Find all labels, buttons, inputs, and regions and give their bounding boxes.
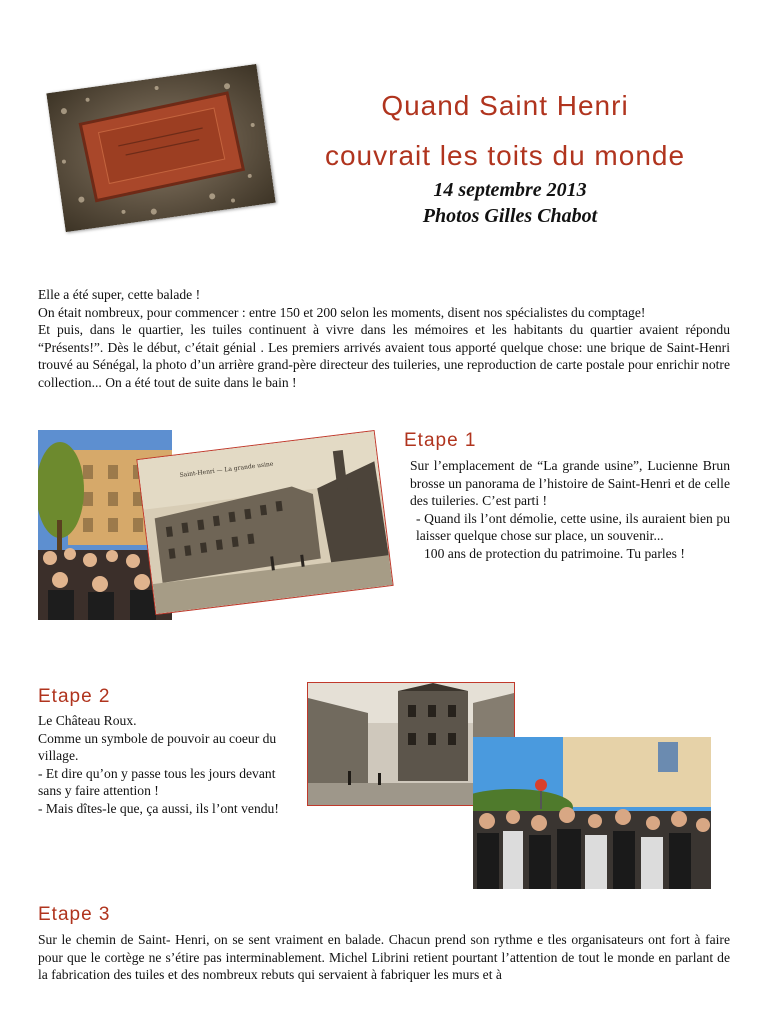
intro-paragraph: Et puis, dans le quartier, les tuiles continuent à vivre dans les mémoires et les habitants du quartier avaient répondu “Présents!”. Dès le début, c’était génial . Les premiers arrivés avaient tous apporté quelque chose: une brique de Saint-Henri trouvé au Sénégal, la photo d’un arrière grand-père directeur des tuileries, une reproduction de carte postale pour enrichir notre collection... On a été tout de suite dans le bain ! xyxy=(38,322,730,390)
etape2-heading: Etape 2 xyxy=(38,686,111,707)
postcard-caption: Saint-Henri — La grande usine xyxy=(179,460,274,480)
page-title-line2: couvrait les toits du monde xyxy=(324,140,686,171)
etape1-text xyxy=(410,457,730,563)
intro-text xyxy=(38,286,730,392)
etape2-line: Le Château Roux. xyxy=(38,713,137,728)
etape2-line: Comme un symbole de pouvoir au coeur du village. xyxy=(38,730,277,764)
intro-paragraph: Elle a été super, cette balade ! xyxy=(38,287,201,302)
etape1-line: - Quand ils l’ont démolie, cette usine, ils auraient bien pu laisser quelque chose sur place, un souvenir... xyxy=(416,510,730,544)
brick-photo xyxy=(46,64,275,232)
page-title-line1: Quand Saint Henri xyxy=(381,90,629,121)
etape3-heading: Etape 3 xyxy=(38,904,111,925)
etape1-line: Sur l’emplacement de “La grande usine”, Lucienne Brun brosse un panorama de l’histoire de Saint-Henri et de celle des tuileries. C’est parti ! xyxy=(410,458,730,509)
etape1-line: 100 ans de protection du patrimoine. Tu parles ! xyxy=(424,545,685,561)
etape3-text: Sur le chemin de Saint- Henri, on se sent vraiment en balade. Chacun prend son rythme e tles organisateurs ont fort à faire pour que le cortège ne s’étire pas interminablement. Michel Librini retient pourtant l’attention de tout le monde en parlant de la fabrication des tuiles et des nombreux rebuts qui servaient à fabriquer les murs et à xyxy=(38,932,730,983)
postcard-grande-usine xyxy=(137,431,392,614)
etape1-heading: Etape 1 xyxy=(404,430,477,451)
photo-credit: Photos Gilles Chabot xyxy=(422,205,598,227)
date-subtitle: 14 septembre 2013 xyxy=(433,179,587,201)
crowd-photo-2 xyxy=(473,737,711,889)
etape2-line: - Et dire qu’on y passe tous les jours devant sans y faire attention ! xyxy=(38,765,276,799)
etape2-line: - Mais dîtes-le que, ça aussi, ils l’ont vendu! xyxy=(38,800,279,816)
intro-paragraph: On était nombreux, pour commencer : entre 150 et 200 selon les moments, disent nos spécialistes du comptage! xyxy=(38,304,646,320)
etape2-text xyxy=(38,712,296,818)
